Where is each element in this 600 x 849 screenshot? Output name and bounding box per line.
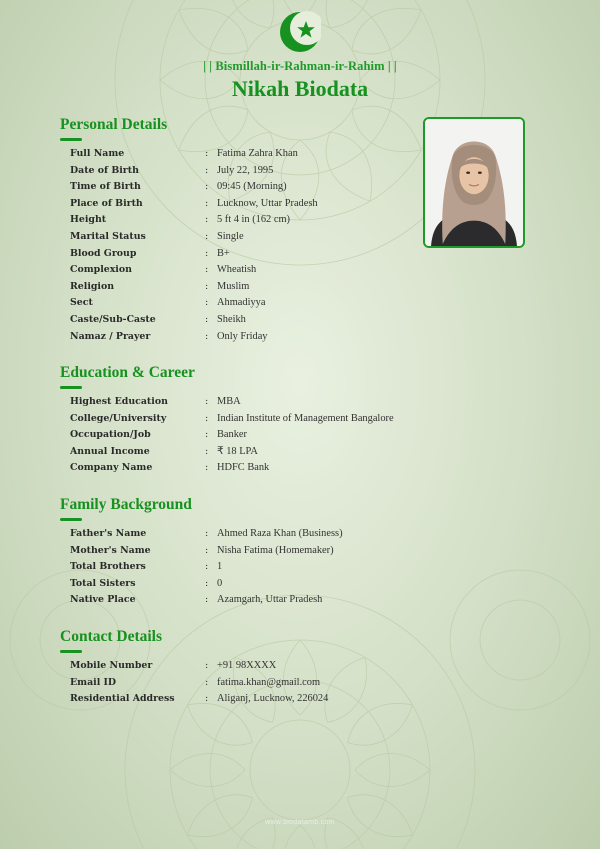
separator: : [205,412,209,424]
separator: : [205,214,209,226]
separator: : [205,544,209,556]
section-family-header [60,496,192,521]
page-title: Nikah Biodata [231,76,369,101]
field-label: Date of Birth [70,164,139,176]
separator: : [205,561,209,573]
field-label: Highest Education [70,396,168,407]
profile-photo [423,117,525,248]
separator: : [205,330,209,342]
field-label: Marital Status [70,230,146,242]
section-title-family: Family Background [60,496,192,513]
section-contact-header [60,628,162,653]
field-label: Annual Income [70,445,150,457]
field-label: Father's Name [70,528,147,539]
field-label: Mobile Number [70,660,153,671]
separator: : [205,594,209,606]
field-label: Occupation/Job [70,429,151,441]
separator: : [205,462,209,474]
field-value: Nisha Fatima (Homemaker) [217,544,334,556]
field-label: Email ID [70,676,117,688]
field-value: Single [217,230,244,242]
field-value: +91 98XXXX [217,660,277,671]
section-underline [60,518,82,521]
separator: : [205,280,209,292]
field-value: fatima.khan@gmail.com [217,676,321,688]
separator: : [205,577,209,589]
field-value: MBA [217,396,241,407]
field-label: Blood Group [70,247,137,259]
field-label: Complexion [70,264,132,276]
bismillah-text: | | Bismillah-ir-Rahman-ir-Rahim | | [203,59,397,73]
field-value: Fatima Zahra Khan [217,148,298,159]
section-education-header [60,364,195,389]
field-value: Ahmadiyya [217,297,266,309]
field-label: Mother's Name [70,544,151,556]
field-value: ₹ 18 LPA [217,445,258,457]
separator: : [205,445,209,457]
separator: : [205,230,209,242]
field-value: Lucknow, Uttar Pradesh [217,197,318,209]
separator: : [205,197,209,209]
field-label: Residential Address [70,693,175,705]
separator: : [205,693,209,705]
field-value: Indian Institute of Management Bangalore [217,412,394,424]
field-value: B+ [217,247,230,259]
section-title-contact: Contact Details [60,628,163,645]
separator: : [205,676,209,688]
field-label: Place of Birth [70,197,143,209]
separator: : [205,660,209,671]
portrait-photo [425,119,523,246]
separator: : [205,528,209,539]
field-value: Wheatish [217,264,257,276]
field-value: Sheikh [217,313,246,325]
separator: : [205,297,209,309]
watermark-url: www.biodatamb.com [265,819,335,826]
field-label: Caste/Sub-Caste [70,313,156,325]
separator: : [205,313,209,325]
separator: : [205,164,209,176]
field-label: Total Brothers [70,561,146,573]
separator: : [205,148,209,159]
section-personal-header [60,116,167,141]
field-label: Height [70,214,107,226]
field-value: 09:45 (Morning) [217,181,287,193]
field-label: Namaz / Prayer [70,330,151,342]
separator: : [205,181,209,193]
section-underline [60,138,82,141]
field-label: Full Name [70,148,125,159]
section-title-personal: Personal Details [60,116,168,133]
field-value: 0 [217,577,223,589]
field-value: Only Friday [217,330,268,342]
field-value: Banker [217,429,248,441]
field-value: Muslim [217,280,250,292]
field-label: Time of Birth [70,181,141,193]
crescent-star-icon [279,10,321,54]
field-value: Ahmed Raza Khan (Business) [217,528,343,539]
section-underline [60,650,82,653]
separator: : [205,247,209,259]
separator: : [205,396,209,407]
separator: : [205,264,209,276]
field-label: Religion [70,280,115,292]
field-value: Aliganj, Lucknow, 226024 [217,693,329,705]
section-title-education: Education & Career [60,364,195,381]
field-label: Total Sisters [70,577,136,589]
field-label: Native Place [70,594,136,606]
field-value: July 22, 1995 [217,164,274,176]
field-label: College/University [70,412,167,424]
field-value: HDFC Bank [217,462,270,474]
field-value: Azamgarh, Uttar Pradesh [217,594,323,606]
section-underline [60,386,82,389]
field-value: 1 [217,561,223,573]
field-label: Company Name [70,462,153,474]
separator: : [205,429,209,441]
field-label: Sect [70,297,93,309]
field-value: 5 ft 4 in (162 cm) [217,214,291,226]
